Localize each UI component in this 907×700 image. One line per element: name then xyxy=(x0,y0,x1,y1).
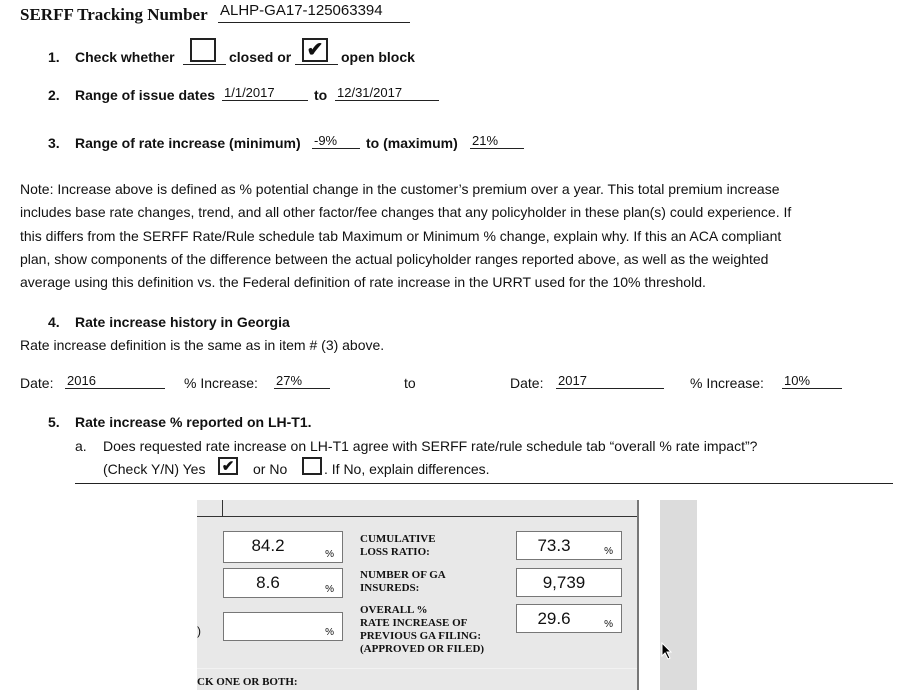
note-line: Note: Increase above is defined as % potential change in the customer’s premium over a year. This total premium increase xyxy=(20,181,780,197)
loss-ratio-panel xyxy=(197,500,639,690)
item-number: 5. xyxy=(48,414,60,430)
cumulative-loss-ratio-label: CUMULATIVE LOSS RATIO: xyxy=(360,533,436,558)
serff-label: SERFF Tracking Number xyxy=(20,5,208,24)
rate-history-title: Rate increase history in Georgia xyxy=(75,314,290,330)
left-field-2[interactable]: 8.6 % xyxy=(223,568,343,598)
serff-tracking-number: ALHP-GA17-125063394 xyxy=(220,2,383,19)
rate-definition: Rate increase definition is the same as in item # (3) above. xyxy=(20,337,385,353)
note-line: plan, show components of the difference between the actual policyholder ranges reported above, as well as the weighted xyxy=(20,251,769,267)
rate-min: -9% xyxy=(312,133,360,149)
issue-dates-label: Range of issue dates xyxy=(75,87,216,103)
issue-date-to: 12/31/2017 xyxy=(335,85,439,101)
issue-date-from: 1/1/2017 xyxy=(222,85,308,101)
check-one-or-both-label: CK ONE OR BOTH: xyxy=(197,676,298,688)
history-date-1: 2016 xyxy=(65,373,165,389)
closed-label: closed or xyxy=(229,49,292,65)
note-line: this differs from the SERFF Rate/Rule schedule tab Maximum or Minimum % change, explain why. If this an ACA compliant xyxy=(20,228,782,244)
explain-label: . If No, explain differences. xyxy=(324,461,490,477)
left-field-3[interactable]: % xyxy=(223,612,343,641)
closed-block-checkbox[interactable] xyxy=(190,38,216,62)
max-label: to (maximum) xyxy=(366,135,458,151)
to-label: to xyxy=(404,375,416,391)
mouse-cursor-icon xyxy=(661,642,673,660)
item-number: 3. xyxy=(48,135,60,151)
increase-label: % Increase: xyxy=(184,375,258,391)
item-number: 1. xyxy=(48,49,60,65)
sub-item-letter: a. xyxy=(75,438,87,454)
note-line: average using this definition vs. the Federal definition of rate increase in the URRT used for the 10% threshold. xyxy=(20,274,706,290)
cumulative-loss-ratio-field[interactable]: 73.3 % xyxy=(516,531,622,560)
or-no-label: or No xyxy=(253,461,288,477)
checkmark-icon: ✔ xyxy=(221,458,235,475)
check-yes-label: (Check Y/N) Yes xyxy=(103,461,206,477)
item-number: 2. xyxy=(48,87,60,103)
checkmark-icon: ✔ xyxy=(306,39,324,61)
lh-t1-question: Does requested rate increase on LH-T1 agree with SERFF rate/rule schedule tab “overall % rate impact”? xyxy=(103,438,758,454)
date-label: Date: xyxy=(20,375,54,391)
date-label: Date: xyxy=(510,375,544,391)
number-of-insureds-label: NUMBER OF GA INSUREDS: xyxy=(360,569,446,594)
rate-range-label: Range of rate increase (minimum) xyxy=(75,135,301,151)
history-increase-1: 27% xyxy=(274,373,330,389)
lh-t1-title: Rate increase % reported on LH-T1. xyxy=(75,414,312,430)
overall-rate-increase-label: OVERALL % RATE INCREASE OF PREVIOUS GA FILING: (APPROVED OR FILED) xyxy=(360,604,485,655)
left-field-1[interactable]: 84.2 % xyxy=(223,531,343,563)
history-increase-2: 10% xyxy=(782,373,842,389)
rate-max: 21% xyxy=(470,133,524,149)
item-number: 4. xyxy=(48,314,60,330)
check-whether-label: Check whether xyxy=(75,49,175,65)
yes-checkbox[interactable] xyxy=(218,457,238,475)
overall-rate-increase-field[interactable]: 29.6 % xyxy=(516,604,622,633)
open-block-checkbox[interactable] xyxy=(302,38,328,62)
number-of-insureds-field[interactable]: 9,739 xyxy=(516,568,622,597)
no-checkbox[interactable] xyxy=(302,457,322,475)
scrollbar-track[interactable] xyxy=(660,500,697,690)
to-label: to xyxy=(314,87,328,103)
note-line: includes base rate changes, trend, and all other factor/fee changes that any policyholder in these plan(s) could experience. If xyxy=(20,204,792,220)
open-block-label: open block xyxy=(341,49,415,65)
history-date-2: 2017 xyxy=(556,373,664,389)
increase-label: % Increase: xyxy=(690,375,764,391)
partial-label: ) xyxy=(197,624,201,638)
